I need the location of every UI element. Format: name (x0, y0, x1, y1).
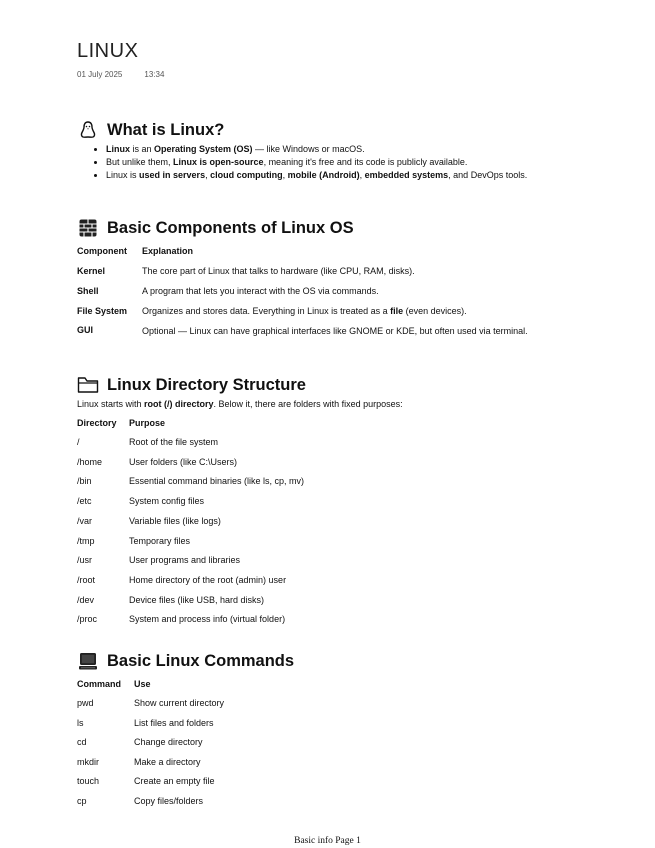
bullet-bold-text: Linux (106, 144, 130, 154)
component-name: Shell (77, 286, 99, 296)
component-name: File System (77, 306, 128, 316)
directory-purpose: Device files (like USB, hard disks) (129, 595, 265, 605)
bullet-item (106, 156, 576, 169)
folder-icon (77, 374, 99, 396)
components-heading (77, 217, 354, 239)
document-title: LINUX (77, 40, 139, 62)
bullet-item (106, 143, 576, 156)
directory-path: /bin (77, 476, 92, 486)
directory-path: /tmp (77, 536, 95, 546)
directory-path: /usr (77, 555, 93, 565)
directory-purpose: Home directory of the root (admin) user (129, 575, 287, 585)
bullet-text: is an (130, 144, 155, 154)
component-desc-bold: file (390, 306, 404, 316)
command-name: ls (77, 718, 84, 728)
command-use: Copy files/folders (134, 796, 204, 806)
commands-heading (77, 650, 294, 672)
intro-text: Linux starts with (77, 399, 145, 409)
component-desc: A program that lets you interact with the OS via commands. (142, 286, 379, 296)
directory-purpose: User programs and libraries (129, 555, 241, 565)
component-desc: The core part of Linux that talks to hardware (like CPU, RAM, disks). (142, 266, 415, 276)
document-time: 13:34 (144, 70, 165, 79)
directory-purpose: Variable files (like logs) (129, 516, 221, 526)
command-name: cp (77, 796, 87, 806)
bullet-text: , (282, 170, 288, 180)
directory-path: / (77, 437, 80, 447)
intro-bold: root (/) directory (144, 399, 214, 409)
directory-path: /root (77, 575, 96, 585)
bullet-bold-text: used in servers (139, 170, 206, 180)
command-name: mkdir (77, 757, 99, 767)
bullet-text: , (205, 170, 211, 180)
directory-path: /etc (77, 496, 92, 506)
computer-icon (77, 650, 99, 672)
bullet-bold-text: mobile (Android) (287, 170, 360, 180)
directory-path: /home (77, 457, 103, 467)
command-name: pwd (77, 698, 94, 708)
command-name: touch (77, 776, 100, 786)
bullet-bold-text: cloud computing (210, 170, 283, 180)
command-name: cd (77, 737, 87, 747)
document-meta (77, 70, 164, 79)
command-use: List files and folders (134, 718, 214, 728)
components-col-component: Component (77, 246, 127, 256)
directory-path: /proc (77, 614, 98, 624)
command-use: Show current directory (134, 698, 225, 708)
component-name: GUI (77, 325, 94, 335)
bullet-item (106, 169, 576, 182)
what-is-linux-list (77, 143, 576, 182)
bullet-text: , meaning it's free and its code is publicly available. (263, 157, 468, 167)
directory-purpose: User folders (like C:\Users) (129, 457, 238, 467)
directory-col-directory: Directory (77, 418, 117, 428)
section-title: Basic Linux Commands (107, 651, 295, 670)
directory-purpose: System and process info (virtual folder) (129, 614, 286, 624)
penguin-icon (77, 119, 99, 141)
brick-wall-icon (77, 217, 99, 239)
section-title: What is Linux? (107, 120, 225, 139)
section-title: Basic Components of Linux OS (107, 218, 354, 237)
bullet-bold-text: embedded systems (364, 170, 449, 180)
component-desc-text: Organizes and stores data. Everything in Linux is treated as a (142, 306, 391, 316)
page-footer: Basic info Page 1 (294, 836, 361, 846)
component-name: Kernel (77, 266, 106, 276)
directory-col-purpose: Purpose (129, 418, 166, 428)
directory-path: /dev (77, 595, 95, 605)
bullet-text: , and DevOps tools. (448, 170, 528, 180)
directory-purpose: Root of the file system (129, 437, 219, 447)
bullet-bold-text: Operating System (OS) (154, 144, 253, 154)
command-use: Create an empty file (134, 776, 215, 786)
commands-col-use: Use (134, 679, 151, 689)
directory-purpose: Essential command binaries (like ls, cp, mv) (129, 476, 305, 486)
bullet-bold-text: Linux is open-source (173, 157, 264, 167)
bullet-text: But unlike them, (106, 157, 174, 167)
component-desc-text: (even devices). (403, 306, 467, 316)
bullet-text: Linux is (106, 170, 140, 180)
section-title: Linux Directory Structure (107, 375, 306, 394)
directory-path: /var (77, 516, 93, 526)
component-desc: Optional — Linux can have graphical interfaces like GNOME or KDE, but often used via terminal. (142, 326, 528, 336)
command-use: Change directory (134, 737, 203, 747)
document-date: 01 July 2025 (77, 70, 123, 79)
component-desc (142, 306, 467, 316)
components-col-explanation: Explanation (142, 246, 194, 256)
directory-purpose: Temporary files (129, 536, 191, 546)
directory-heading (77, 374, 306, 396)
directory-purpose: System config files (129, 496, 205, 506)
bullet-text: — like Windows or macOS. (252, 144, 365, 154)
commands-col-command: Command (77, 679, 122, 689)
intro-text: . Below it, there are folders with fixed purposes: (213, 399, 403, 409)
command-use: Make a directory (134, 757, 201, 767)
directory-intro (77, 399, 403, 409)
bullet-text: , (359, 170, 365, 180)
what-is-linux-heading (77, 119, 224, 141)
